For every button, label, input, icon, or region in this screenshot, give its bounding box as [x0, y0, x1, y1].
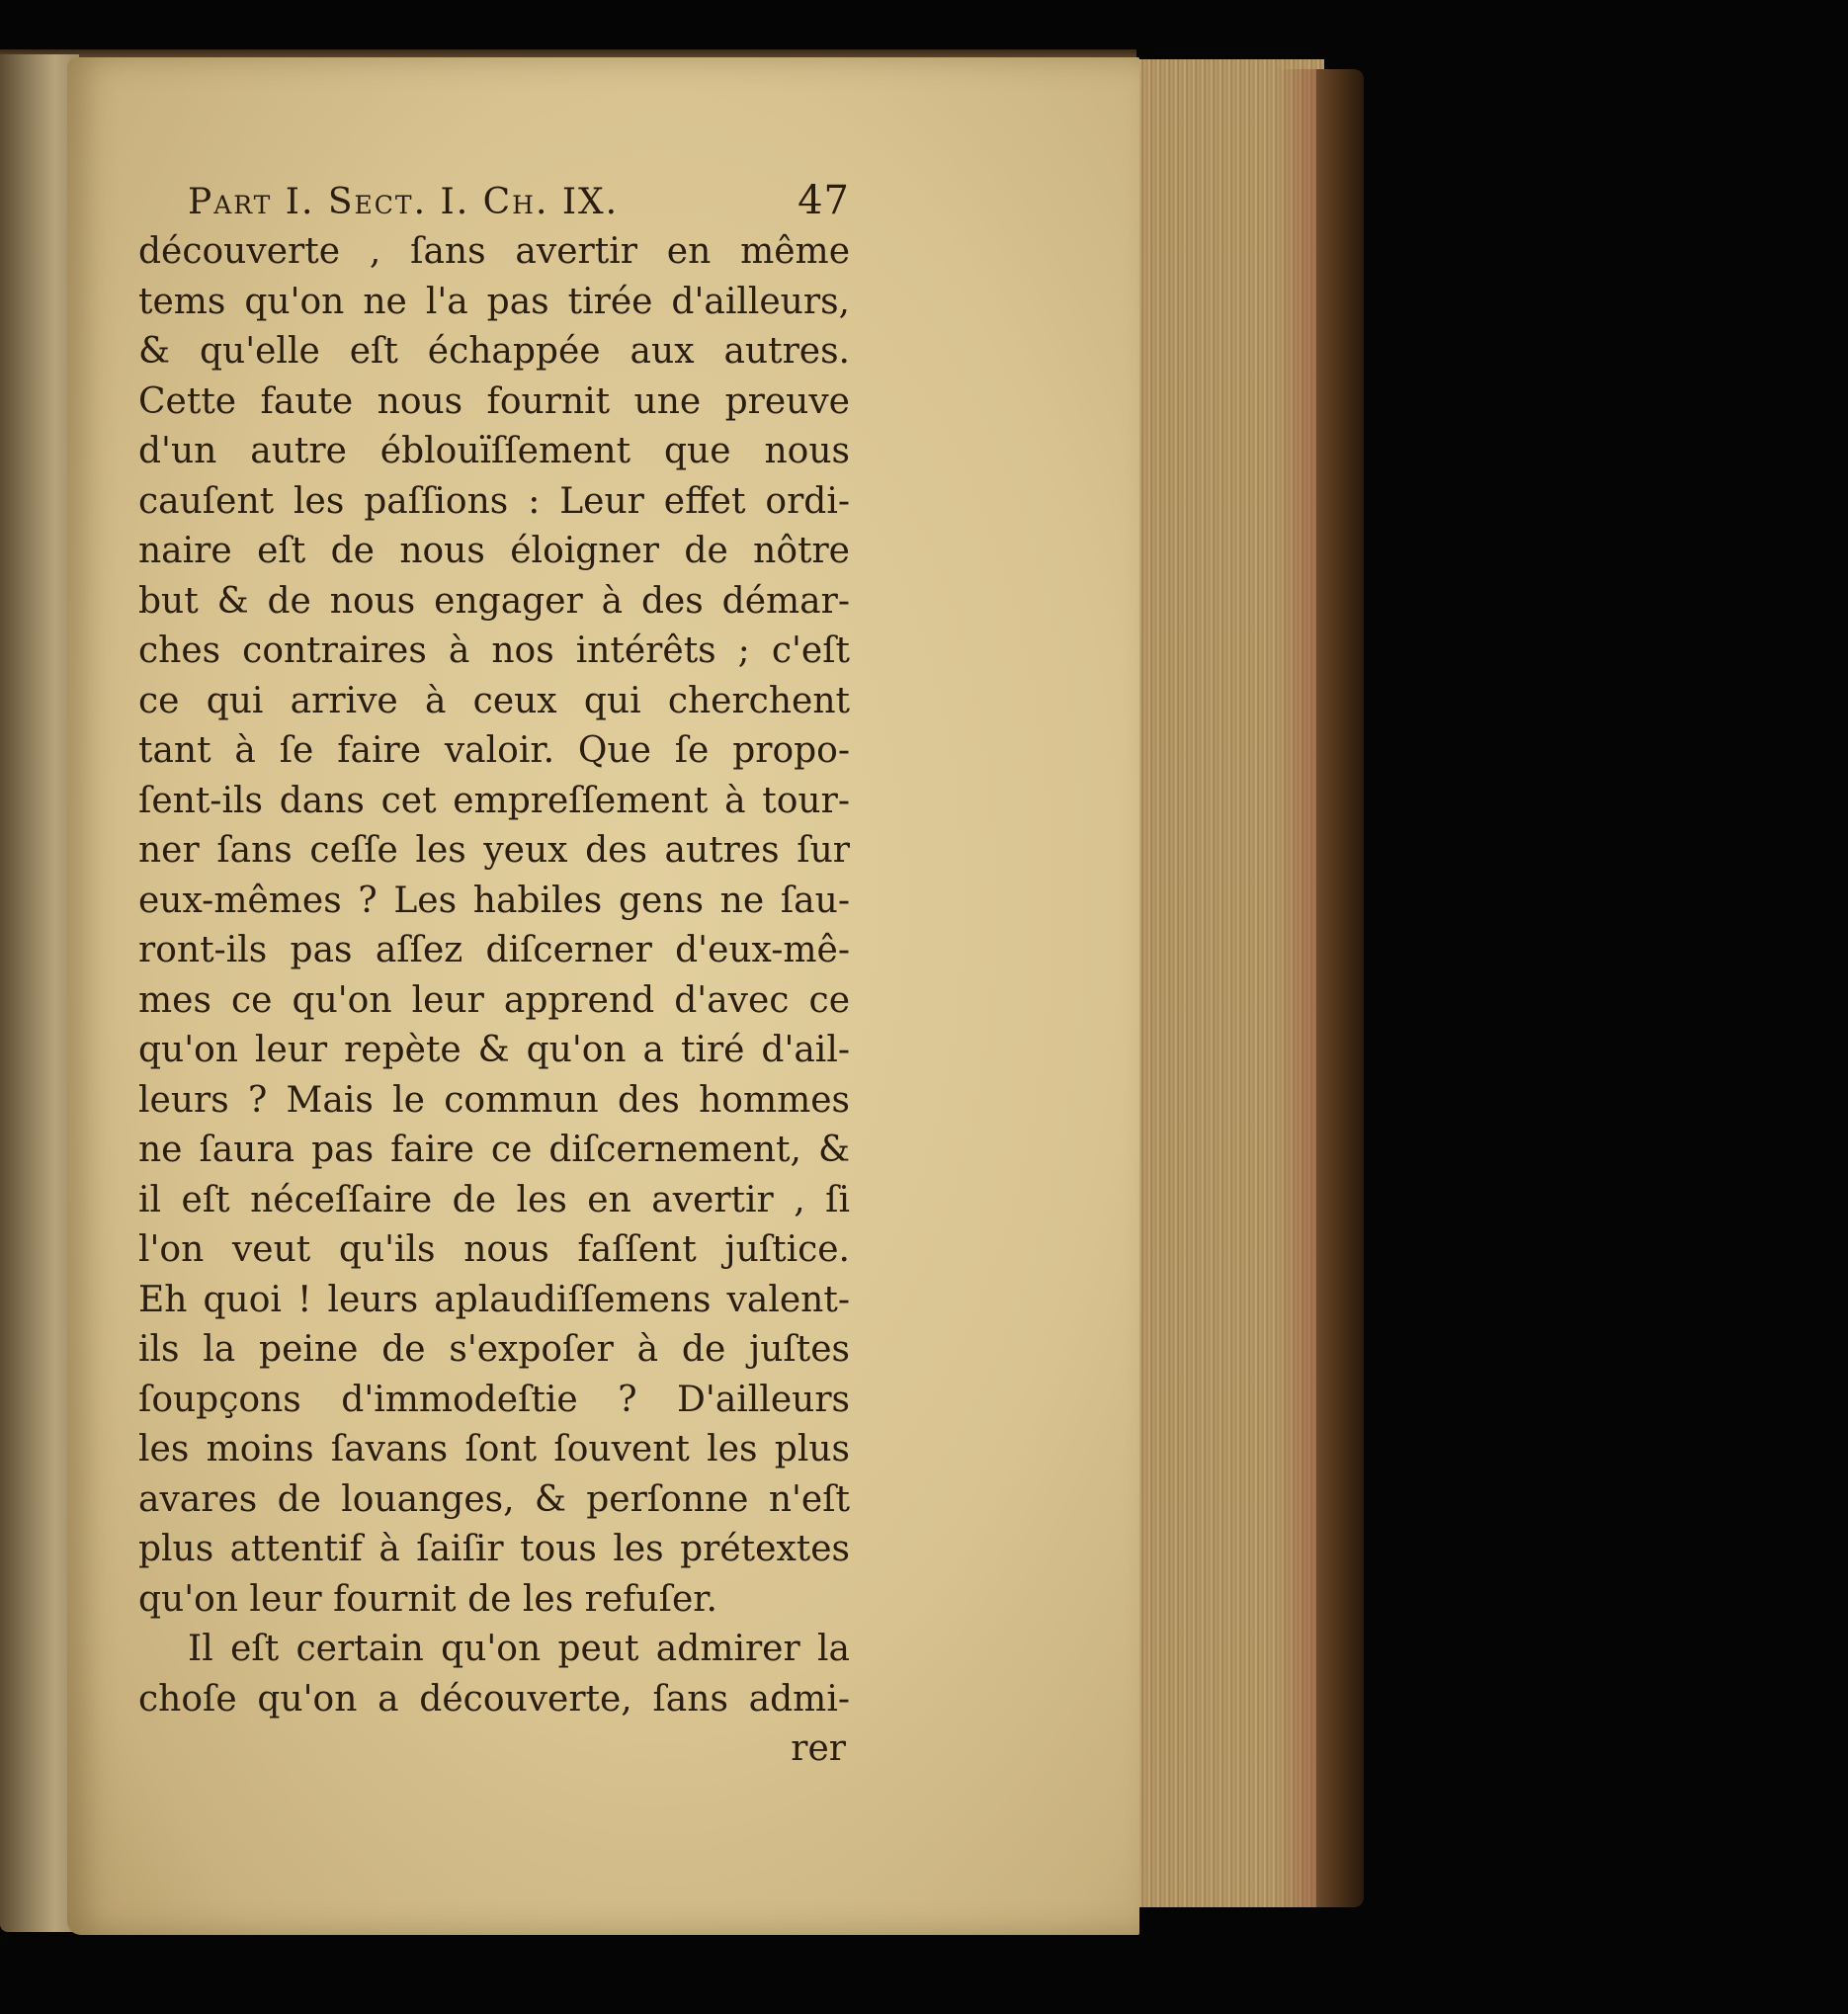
text-line: ils la peine de s'expoſer à de juſtes: [138, 1329, 850, 1370]
text-line: eux-mêmes ? Les habiles gens ne ſau-: [138, 880, 850, 921]
text-line: les moins ſavans ſont ſouvent les plus: [138, 1429, 850, 1469]
text-line: ront-ils pas aſſez diſcerner d'eux-mê-: [138, 930, 850, 970]
running-head: [138, 176, 850, 227]
text-line: & qu'elle eſt échappée aux autres.: [138, 331, 850, 372]
text-line: Il eſt certain qu'on peut admirer la: [188, 1629, 850, 1669]
catchword: rer: [791, 1728, 846, 1769]
text-line: ches contraires à nos intérêts ; c'eſt: [138, 630, 850, 671]
text-line: il eſt néceſſaire de les en avertir , ſi: [138, 1179, 850, 1220]
text-line: l'on veut qu'ils nous faſſent juſtice.: [138, 1229, 850, 1270]
text-line: avares de louanges, & perſonne n'eſt: [138, 1478, 850, 1520]
text-line: tant à ſe faire valoir. Que ſe propo-: [138, 730, 850, 771]
page-number: 47: [798, 178, 850, 223]
text-line: mes ce qu'on leur apprend d'avec ce: [138, 979, 850, 1021]
text-line: leurs ? Mais le commun des hommes: [138, 1079, 850, 1121]
text-line: qu'on leur repète & qu'on a tiré d'ail-: [138, 1030, 850, 1070]
text-line: Cette faute nous fournit une preuve: [138, 380, 850, 422]
text-line: ſent-ils dans cet empreſſement à tour-: [138, 780, 850, 821]
text-line: ner ſans ceſſe les yeux des autres ſur: [138, 830, 850, 871]
text-line: ne ſaura pas faire ce diſcernement, &: [138, 1130, 850, 1170]
page-text: [138, 176, 850, 1775]
book-cover-edge: [1316, 69, 1364, 1907]
text-line: but & de nous engager à des démar-: [138, 580, 850, 622]
text-line: naire eſt de nous éloigner de nôtre: [138, 531, 850, 571]
text-line: cauſent les paſſions : Leur effet ordi-: [138, 480, 850, 522]
text-line: ſoupçons d'immodeſtie ? D'ailleurs: [138, 1379, 850, 1420]
text-line: qu'on leur fournit de les refuſer.: [138, 1578, 717, 1620]
text-line: choſe qu'on a découverte, ſans admi-: [138, 1678, 850, 1720]
running-title: Part I. Sect. I. Ch. IX.: [188, 182, 620, 222]
text-line: ce qui arrive à ceux qui cherchent: [138, 680, 850, 721]
text-line: d'un autre éblouïſſement que nous: [138, 431, 850, 471]
text-line: découverte , ſans avertir en même: [138, 231, 850, 272]
text-line: tems qu'on ne l'a pas tirée d'ailleurs,: [138, 281, 850, 322]
text-line: plus attentif à ſaiſir tous les prétextes: [138, 1529, 850, 1569]
text-line: Eh quoi ! leurs aplaudiſſemens valent-: [138, 1279, 850, 1320]
